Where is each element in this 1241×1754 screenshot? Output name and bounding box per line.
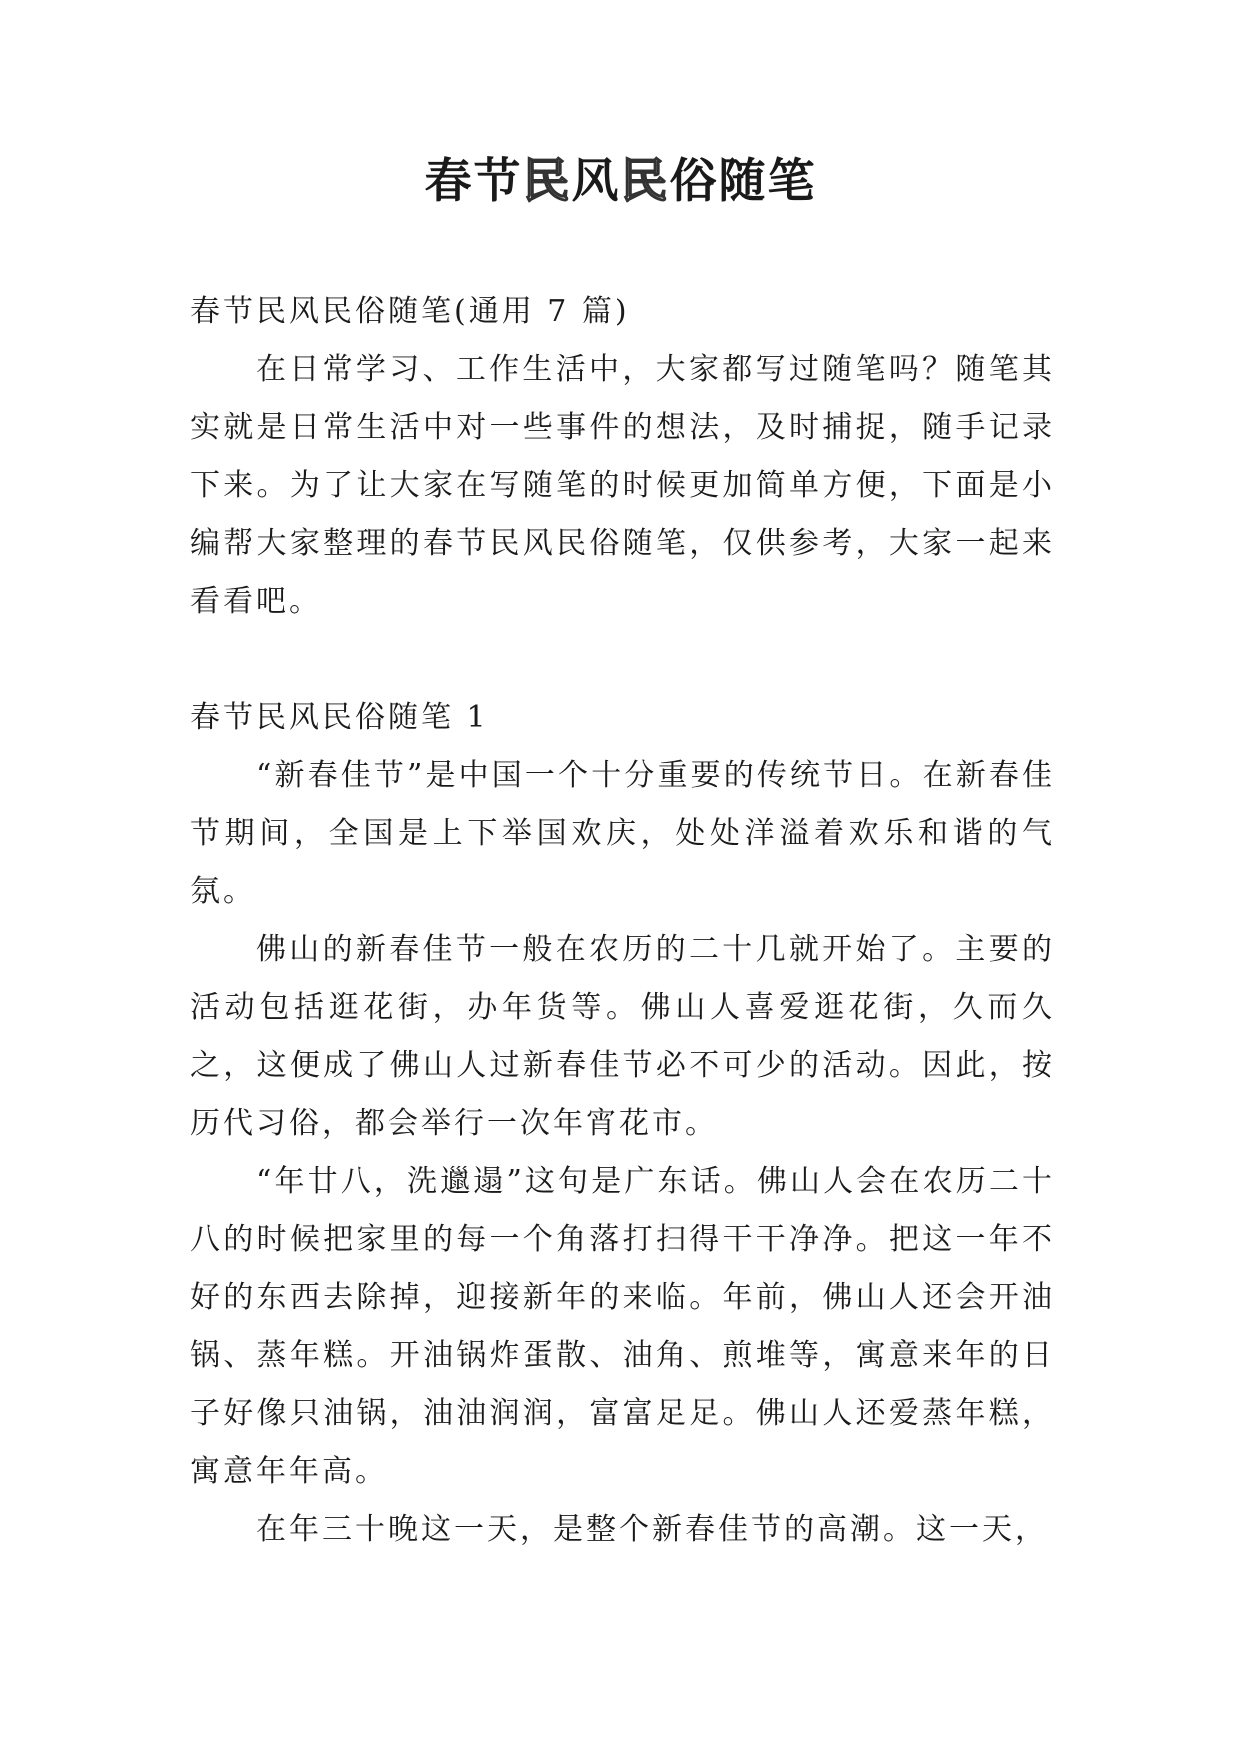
document-subtitle: 春节民风民俗随笔(通用 7 篇) bbox=[190, 294, 630, 329]
title-part: 风 bbox=[571, 154, 621, 209]
title-part-outlined: 民 bbox=[620, 154, 670, 209]
body-paragraph: 在年三十晚这一天，是整个新春佳节的高潮。这一天， bbox=[256, 1512, 1048, 1547]
body-paragraph: “年廿八，洗邋遢”这句是广东话。佛山人会在农历二十八的时候把家里的每一个角落打扫得干干净净。把这一年不好的东西去除掉，迎接新年的来临。年前，佛山人还会开油锅、蒸年糕。开油锅炸蛋散、油角、煎堆等，寓意来年的日子好像只油锅，油油润润，富富足足。佛山人还爱蒸年糕，寓意年年高。 bbox=[190, 1164, 1055, 1489]
body-paragraph: “新春佳节”是中国一个十分重要的传统节日。在新春佳节期间，全国是上下举国欢庆，处处洋溢着欢乐和谐的气氛。 bbox=[190, 758, 1055, 909]
section-heading: 春节民风民俗随笔 1 bbox=[190, 700, 489, 735]
title-part: 俗随笔 bbox=[669, 154, 817, 209]
title-part: 春节 bbox=[424, 154, 523, 209]
section-spacer bbox=[190, 631, 1055, 689]
intro-paragraph: 在日常学习、工作生活中，大家都写过随笔吗？随笔其实就是日常生活中对一些事件的想法，及时捕捉，随手记录下来。为了让大家在写随笔的时候更加简单方便，下面是小编帮大家整理的春节民风民俗随笔，仅供参考，大家一起来看看吧。 bbox=[190, 352, 1055, 619]
title-part-outlined: 民 bbox=[522, 154, 572, 209]
document-title bbox=[0, 152, 1241, 212]
document-body bbox=[190, 283, 1055, 1559]
body-paragraph: 佛山的新春佳节一般在农历的二十几就开始了。主要的活动包括逛花街，办年货等。佛山人喜爱逛花街，久而久之，这便成了佛山人过新春佳节必不可少的活动。因此，按历代习俗，都会举行一次年宵花市。 bbox=[190, 932, 1055, 1141]
